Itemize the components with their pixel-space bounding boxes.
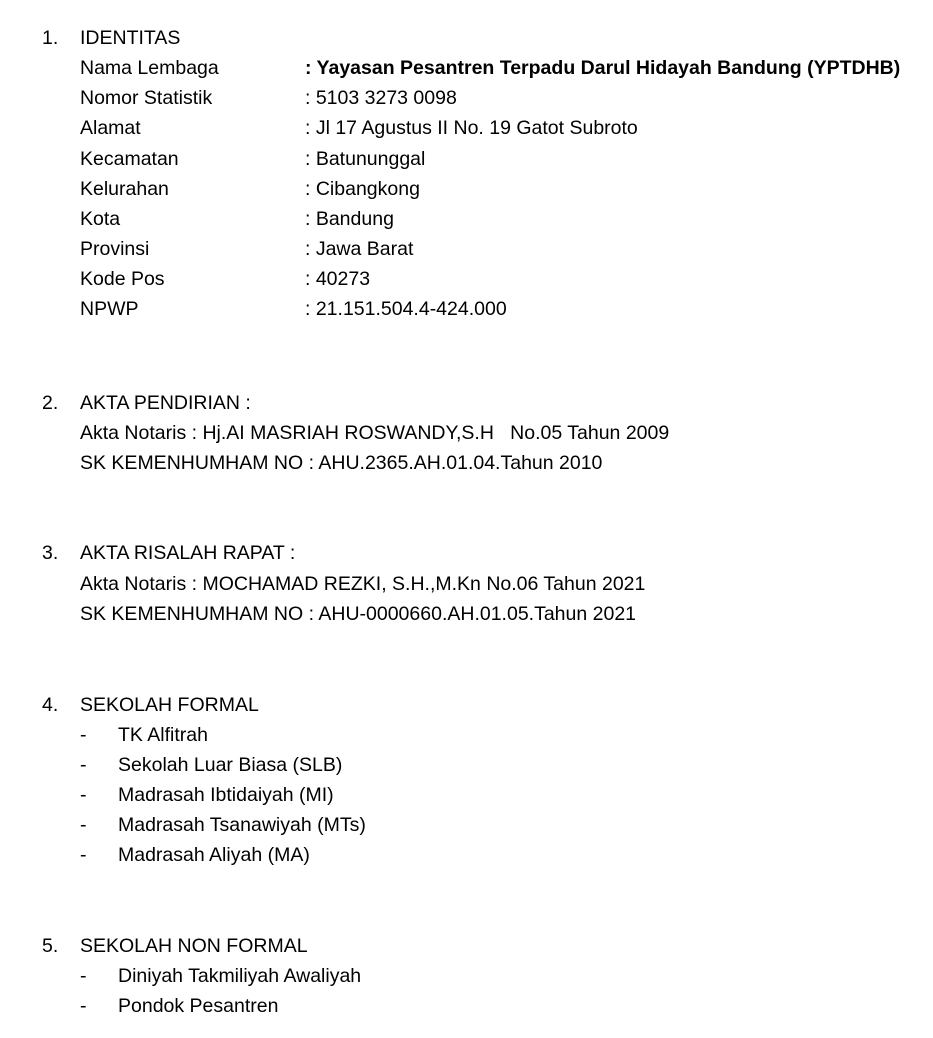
list-item: Madrasah Aliyah (MA) [118, 844, 310, 866]
field-label-kecamatan: Kecamatan [80, 148, 179, 170]
list-item: Madrasah Tsanawiyah (MTs) [118, 814, 366, 836]
bullet-dash: - [80, 965, 87, 987]
field-label-kelurahan: Kelurahan [80, 178, 169, 200]
section-title: AKTA PENDIRIAN : [80, 392, 251, 414]
field-value-nomor-statistik: : 5103 3273 0098 [305, 87, 457, 109]
field-value-kota: : Bandung [305, 208, 394, 230]
field-value-alamat: : Jl 17 Agustus II No. 19 Gatot Subroto [305, 117, 638, 139]
field-label-nomor-statistik: Nomor Statistik [80, 87, 213, 109]
field-value-kode-pos: : 40273 [305, 268, 371, 290]
bullet-dash: - [80, 844, 87, 866]
section-number: 3. [42, 542, 59, 564]
bullet-dash: - [80, 754, 87, 776]
field-label-npwp: NPWP [80, 298, 139, 320]
list-item: Diniyah Takmiliyah Awaliyah [118, 965, 362, 987]
list-item: Pondok Pesantren [118, 995, 279, 1017]
sk-kemenhumham-line: SK KEMENHUMHAM NO : AHU-0000660.AH.01.05.Tahun 2021 [80, 603, 637, 625]
field-label-alamat: Alamat [80, 117, 141, 139]
list-item: Sekolah Luar Biasa (SLB) [118, 754, 343, 776]
sk-kemenhumham-line: SK KEMENHUMHAM NO : AHU.2365.AH.01.04.Tahun 2010 [80, 452, 603, 474]
field-value-kecamatan: : Batununggal [305, 148, 426, 170]
field-label-provinsi: Provinsi [80, 238, 150, 260]
section-title: SEKOLAH FORMAL [80, 694, 259, 716]
section-number: 1. [42, 27, 59, 49]
list-item: TK Alfitrah [118, 724, 208, 746]
list-item: Madrasah Ibtidaiyah (MI) [118, 784, 334, 806]
field-value-nama-lembaga: : Yayasan Pesantren Terpadu Darul Hidayah Bandung (YPTDHB) [305, 57, 901, 79]
bullet-dash: - [80, 814, 87, 836]
section-number: 4. [42, 694, 59, 716]
bullet-dash: - [80, 784, 87, 806]
field-label-nama-lembaga: Nama Lembaga [80, 57, 219, 79]
bullet-dash: - [80, 995, 87, 1017]
section-title: SEKOLAH NON FORMAL [80, 935, 308, 957]
akta-notaris-line: Akta Notaris : Hj.AI MASRIAH ROSWANDY,S.H No.05 Tahun 2009 [80, 422, 670, 444]
section-number: 2. [42, 392, 59, 414]
field-label-kota: Kota [80, 208, 121, 230]
bullet-dash: - [80, 724, 87, 746]
section-title: AKTA RISALAH RAPAT : [80, 542, 296, 564]
field-value-provinsi: : Jawa Barat [305, 238, 414, 260]
section-number: 5. [42, 935, 59, 957]
section-title: IDENTITAS [80, 27, 181, 49]
field-value-kelurahan: : Cibangkong [305, 178, 420, 200]
field-value-npwp: : 21.151.504.4-424.000 [305, 298, 507, 320]
akta-notaris-line: Akta Notaris : MOCHAMAD REZKI, S.H.,M.Kn No.06 Tahun 2021 [80, 573, 646, 595]
field-label-kode-pos: Kode Pos [80, 268, 165, 290]
